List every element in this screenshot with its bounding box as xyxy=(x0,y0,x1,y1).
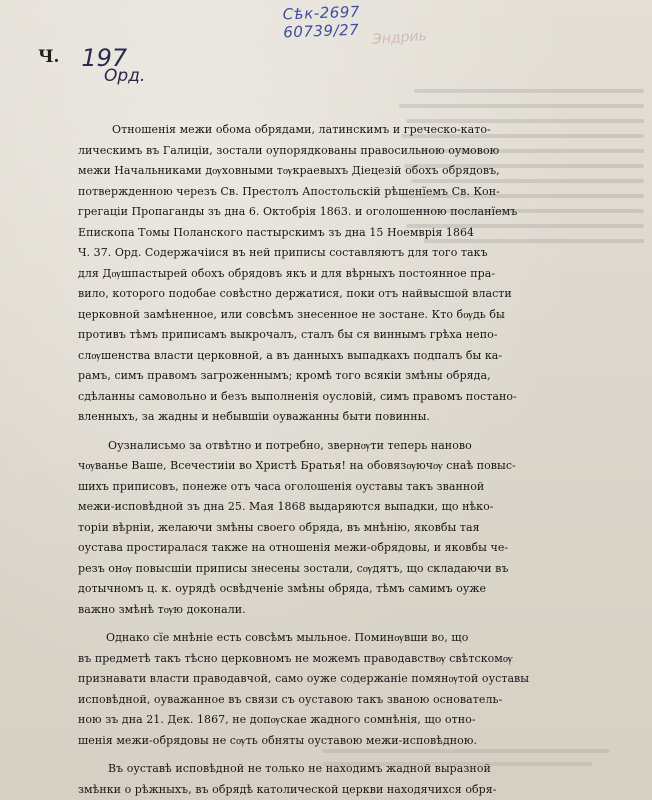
reference-number-handwritten: 197 xyxy=(81,44,128,72)
document-reference xyxy=(38,40,146,86)
paragraph-1-line: лическимъ въ Галиціи, зостали оупорядкованы правосильною оумовою xyxy=(78,143,500,157)
paragraph-1-line: Епископа Томы Поланского пастырскимъ зъ дна 15 Ноемврія 1864 xyxy=(78,225,475,239)
pencil-note: Эндриь xyxy=(371,28,428,48)
paragraph-2-line: важно змѣнѣ тѹю доконали. xyxy=(78,602,246,616)
paragraph-2-line: межи-исповѣдной зъ дна 25. Мая 1868 выдаряются выпадки, що нѣко- xyxy=(78,500,494,513)
paragraph-1-line: церковной замѣненное, или совсѣмъ знесенное не зостане. Кто бѹдь бы xyxy=(78,307,505,321)
reference-abbrev-handwritten: Орд. xyxy=(104,66,146,86)
paragraph-3-line: шенія межи-обрядовы не сѹть обняты оуставою межи-исповѣдною. xyxy=(78,733,478,747)
paragraph-1-line: слѹшенства власти церковной, а въ данныхъ выпадкахъ подпалъ бы ка- xyxy=(78,348,503,362)
paragraph-1-line: вленныхъ, за жадны и небывшіи оуважанны быти повинны. xyxy=(78,410,430,423)
archive-stamp-line-2: 60739/27 xyxy=(283,20,360,42)
paragraph-4-line: змѣнки о рѣжныхъ, въ обрядѣ католической церкви находячихся обря- xyxy=(78,782,497,796)
paragraph-3-line: исповѣдной, оуважанное въ связи съ оуставою такъ званою основатель- xyxy=(78,692,503,706)
paragraph-4-line: Въ оуставѣ исповѣдной не только не находимъ жадной выразной xyxy=(108,762,491,775)
paragraph-1-line: межи Начальниками дѹховными тѹкраевыхъ Діецезій обохъ обрядовъ, xyxy=(78,164,500,177)
paragraph-3-line: признавати власти праводавчой, само оуже содержаніе помянѹтой оуставы xyxy=(78,672,530,685)
paragraph-3-line: въ предметѣ такъ тѣсно церковномъ не можемъ праводавствѹ свѣтскомѹ xyxy=(78,651,513,665)
paragraph-2-line: торіи вѣрніи, желаючи змѣны своего обряда, въ мнѣнію, яковбы тая xyxy=(78,520,480,534)
paragraph-1-line: для Дѹшпастырей обохъ обрядовъ якъ и для вѣрныхъ постоянное пра- xyxy=(78,266,496,280)
document-body xyxy=(78,120,633,800)
paragraph-2-line: чѹванье Ваше, Всечестиіи во Христѣ Братья! на обовязѹючѹ снаѣ повыс- xyxy=(78,459,516,472)
paragraph-1-line: противъ тѣмъ приписамъ выкрочалъ, сталъ бы ся виннымъ грѣха непо- xyxy=(78,328,498,341)
paragraph-2-line: оустава простиралася также на отношенія межи-обрядовы, и яковбы че- xyxy=(78,541,509,554)
paragraph-1-line: сдѣланны самовольно и безъ выполненія оусловій, симъ правомъ постано- xyxy=(78,389,517,403)
paragraph-2-line: Оузналисьмо за отвѣтно и потребно, звернѹти теперь наново xyxy=(108,438,472,452)
paragraph-3-line: Однако сїе мнѣніе есть совсѣмъ мыльное. Поминѹвши во, що xyxy=(106,631,469,644)
paragraph-3-line: ною зъ дна 21. Дек. 1867, не допѹскае жадного сомнѣнія, що отно- xyxy=(78,713,476,726)
reference-prefix: Ч. xyxy=(38,47,60,67)
archive-stamp-line-1: Сѣк-2697 xyxy=(282,2,361,24)
archive-stamp xyxy=(282,3,360,42)
paragraph-2-line: резъ онѹ повысшіи приписы знесены зостали, сѹдятъ, що складаючи въ xyxy=(78,561,509,575)
paragraph-1-line: потвержденною черезъ Св. Престолъ Апостольскій рѣшенїемъ Св. Кон- xyxy=(78,184,500,198)
paragraph-2-line: шихъ приписовъ, понеже отъ часа оголошенія оуставы такъ званной xyxy=(78,479,485,493)
paragraph-1-line: рамъ, симъ правомъ загроженнымъ; кромѣ того всякіи змѣны обряда, xyxy=(78,369,491,382)
paragraph-1-line: Отношенія межи обома обрядами, латинскимъ и греческо-като- xyxy=(112,123,491,136)
paragraph-1-line: Ч. 37. Орд. Содержачiися въ ней приписы составляютъ для того такъ xyxy=(78,246,488,259)
paragraph-1-line: грегаціи Пропаганды зъ дна 6. Октобрія 1863. и оголошенною посланїемъ xyxy=(78,205,518,218)
paragraph-1-line: вило, которого подобае совѣстно держатися, поки отъ найвысшой власти xyxy=(78,287,512,300)
paragraph-2-line: дотычномъ ц. к. оурядѣ освѣдченіе змѣны обряда, тѣмъ самимъ оуже xyxy=(78,582,487,595)
